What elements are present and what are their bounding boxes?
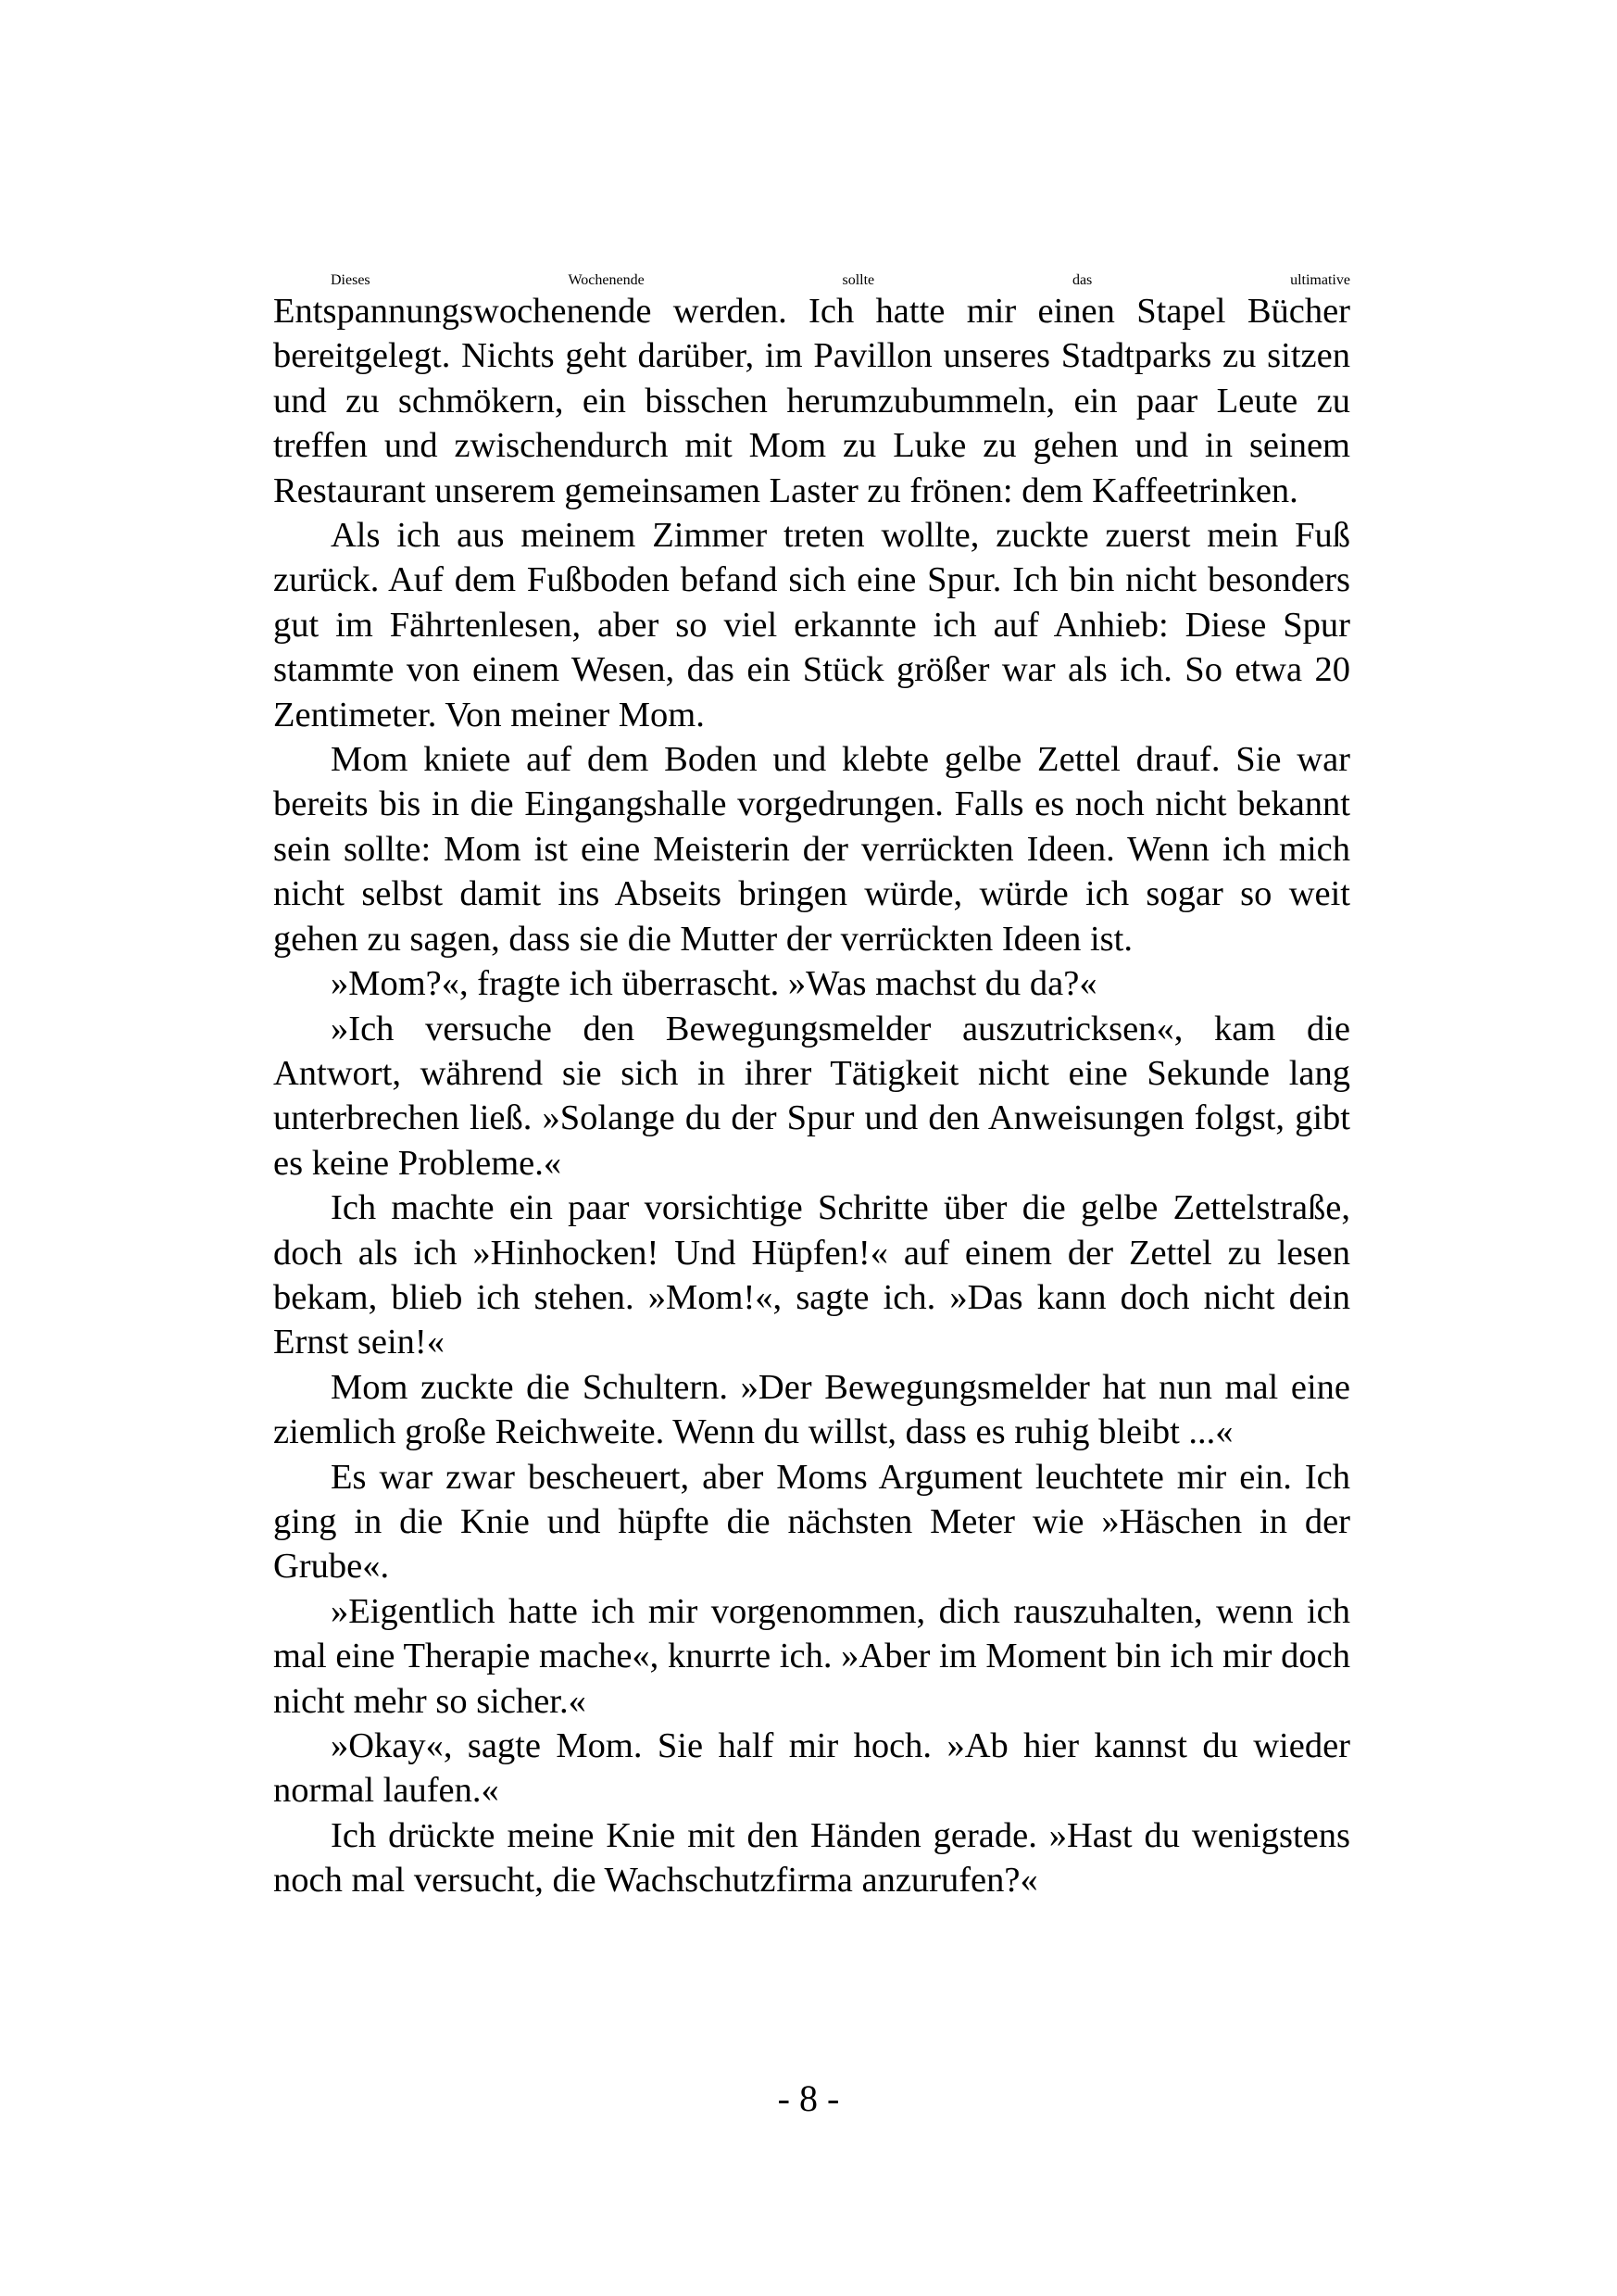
paragraph: Ich machte ein paar vorsichtige Schritte über die gelbe Zettelstraße, doch als ich »Hinhocken! Und Hüpfen!« auf einem der Zettel zu lesen bekam, blieb ich stehen. »Mom!«, sagte ich. »Das kann doch nicht dein Ernst sein!«: [273, 1188, 1350, 1362]
paragraph: Es war zwar bescheuert, aber Moms Argument leuchtete mir ein. Ich ging in die Knie und hüpfte die nächsten Meter wie »Häschen in der Grube«.: [273, 1457, 1350, 1587]
paragraph: »Ich versuche den Bewegungsmelder auszutricksen«, kam die Antwort, während sie sich in ihrer Tätigkeit nicht eine Sekunde lang unterbrechen ließ. »Solange du der Spur und den Anweisungen folgst, gibt es keine Probleme.«: [273, 1009, 1350, 1183]
paragraph: Als ich aus meinem Zimmer treten wollte, zuckte zuerst mein Fuß zurück. Auf dem Fußboden befand sich eine Spur. Ich bin nicht besonders gut im Fährtenlesen, aber so viel erkannte ich auf Anhieb: Diese Spur stammte von einem Wesen, das ein Stück größer war als ich. So etwa 20 Zentimeter. Von meiner Mom.: [273, 516, 1350, 734]
first-line: [273, 272, 1350, 289]
paragraph: Mom zuckte die Schultern. »Der Bewegungsmelder hat nun mal eine ziemlich große Reichweite. Wenn du willst, dass es ruhig bleibt ...«: [273, 1367, 1350, 1452]
body-text: [273, 272, 1350, 1903]
first-line-word: Dieses: [331, 272, 370, 288]
first-line-word: das: [1072, 272, 1093, 288]
paragraph: »Eigentlich hatte ich mir vorgenommen, dich rauszuhalten, wenn ich mal eine Therapie mache«, knurrte ich. »Aber im Moment bin ich mir doch nicht mehr so sicher.«: [273, 1591, 1350, 1721]
first-line-word: Wochenende: [568, 272, 645, 288]
paragraph: »Mom?«, fragte ich überrascht. »Was machst du da?«: [331, 964, 1097, 1004]
paragraph: »Okay«, sagte Mom. Sie half mir hoch. »Ab hier kannst du wieder normal laufen.«: [273, 1726, 1350, 1811]
first-line-word: sollte: [842, 272, 875, 288]
paragraph: Ich drückte meine Knie mit den Händen gerade. »Hast du wenigstens noch mal versucht, die Wachschutzfirma anzurufen?«: [273, 1815, 1350, 1901]
first-line-word: ultimative: [1290, 272, 1350, 288]
paragraph: Mom kniete auf dem Boden und klebte gelbe Zettel drauf. Sie war bereits bis in die Eingangshalle vorgedrungen. Falls es noch nicht bekannt sein sollte: Mom ist eine Meisterin der verrückten Ideen. Wenn ich mich nicht selbst damit ins Abseits bringen würde, würde ich sogar so weit gehen zu sagen, dass sie die Mutter der verrückten Ideen ist.: [273, 740, 1350, 959]
page-number: - 8 -: [777, 2077, 840, 2119]
paragraph: Entspannungswochenende werden. Ich hatte mir einen Stapel Bücher bereitgelegt. Nichts geht darüber, im Pavillon unseres Stadtparks zu sitzen und zu schmökern, ein bisschen herumzubummeln, ein paar Leute zu treffen und zwischendurch mit Mom zu Luke zu gehen und in seinem Restaurant unserem gemeinsamen Laster zu frönen: dem Kaffeetrinken.: [273, 292, 1350, 510]
